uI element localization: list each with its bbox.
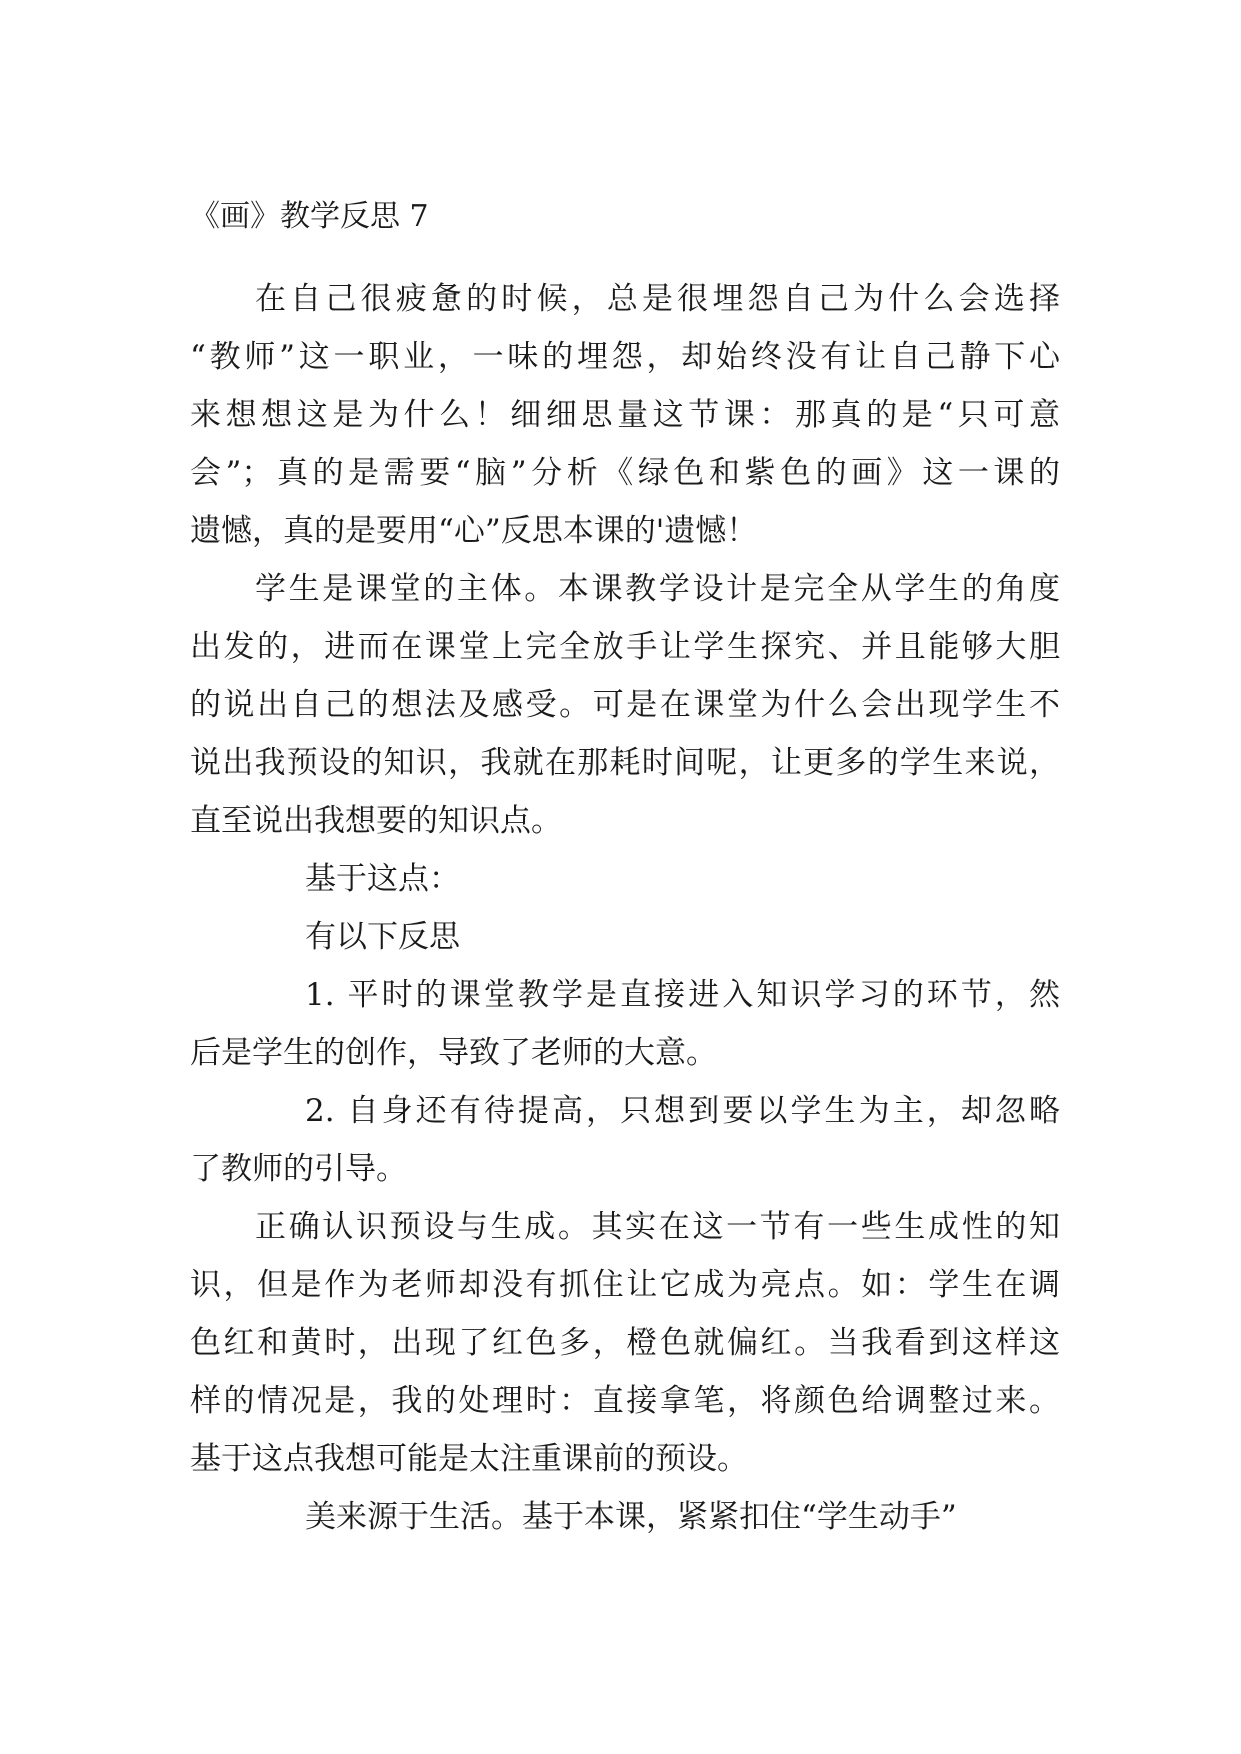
paragraph-line: 在自己很疲惫的时候，总是很埋怨自己为什么会选择 bbox=[255, 281, 1060, 317]
paragraph-line: 学生是课堂的主体。本课教学设计是完全从学生的角度 bbox=[255, 571, 1060, 607]
list-item-line: 了教师的引导。 bbox=[190, 1151, 407, 1187]
paragraph-line: 基于这点： bbox=[305, 861, 460, 897]
paragraph-line: 说出我预设的知识，我就在那耗时间呢，让更多的学生来说， bbox=[190, 745, 1060, 781]
paragraph-line: 样的情况是，我的处理时：直接拿笔，将颜色给调整过来。 bbox=[190, 1383, 1060, 1419]
document-title: 《画》教学反思 7 bbox=[190, 199, 429, 234]
list-item-line: 1. 平时的课堂教学是直接进入知识学习的环节，然 bbox=[305, 977, 1060, 1013]
paragraph-line: 识，但是作为老师却没有抓住让它成为亮点。如：学生在调 bbox=[190, 1267, 1060, 1303]
paragraph-line: 直至说出我想要的知识点。 bbox=[190, 803, 562, 839]
paragraph-line: 来想想这是为什么！细细思量这节课：那真的是“只可意 bbox=[190, 397, 1060, 433]
paragraph-line: 有以下反思 bbox=[305, 919, 460, 955]
paragraph-line: 色红和黄时，出现了红色多，橙色就偏红。当我看到这样这 bbox=[190, 1325, 1060, 1361]
paragraph-line: 基于这点我想可能是太注重课前的预设。 bbox=[190, 1441, 748, 1477]
paragraph-line: “教师”这一职业，一味的埋怨，却始终没有让自己静下心 bbox=[190, 339, 1060, 375]
paragraph-line: 美来源于生活。基于本课，紧紧扣住“学生动手” bbox=[305, 1499, 957, 1535]
paragraph-line: 的说出自己的想法及感受。可是在课堂为什么会出现学生不 bbox=[190, 687, 1060, 723]
list-item-line: 2. 自身还有待提高，只想到要以学生为主，却忽略 bbox=[305, 1093, 1060, 1129]
paragraph-line: 出发的，进而在课堂上完全放手让学生探究、并且能够大胆 bbox=[190, 629, 1060, 665]
paragraph-line: 会”；真的是需要“脑”分析《绿色和紫色的画》这一课的 bbox=[190, 455, 1060, 491]
paragraph-line: 正确认识预设与生成。其实在这一节有一些生成性的知 bbox=[255, 1209, 1060, 1245]
paragraph-line: 遗憾，真的是要用“心”反思本课的'遗憾！ bbox=[190, 513, 758, 549]
list-item-line: 后是学生的创作，导致了老师的大意。 bbox=[190, 1035, 717, 1071]
